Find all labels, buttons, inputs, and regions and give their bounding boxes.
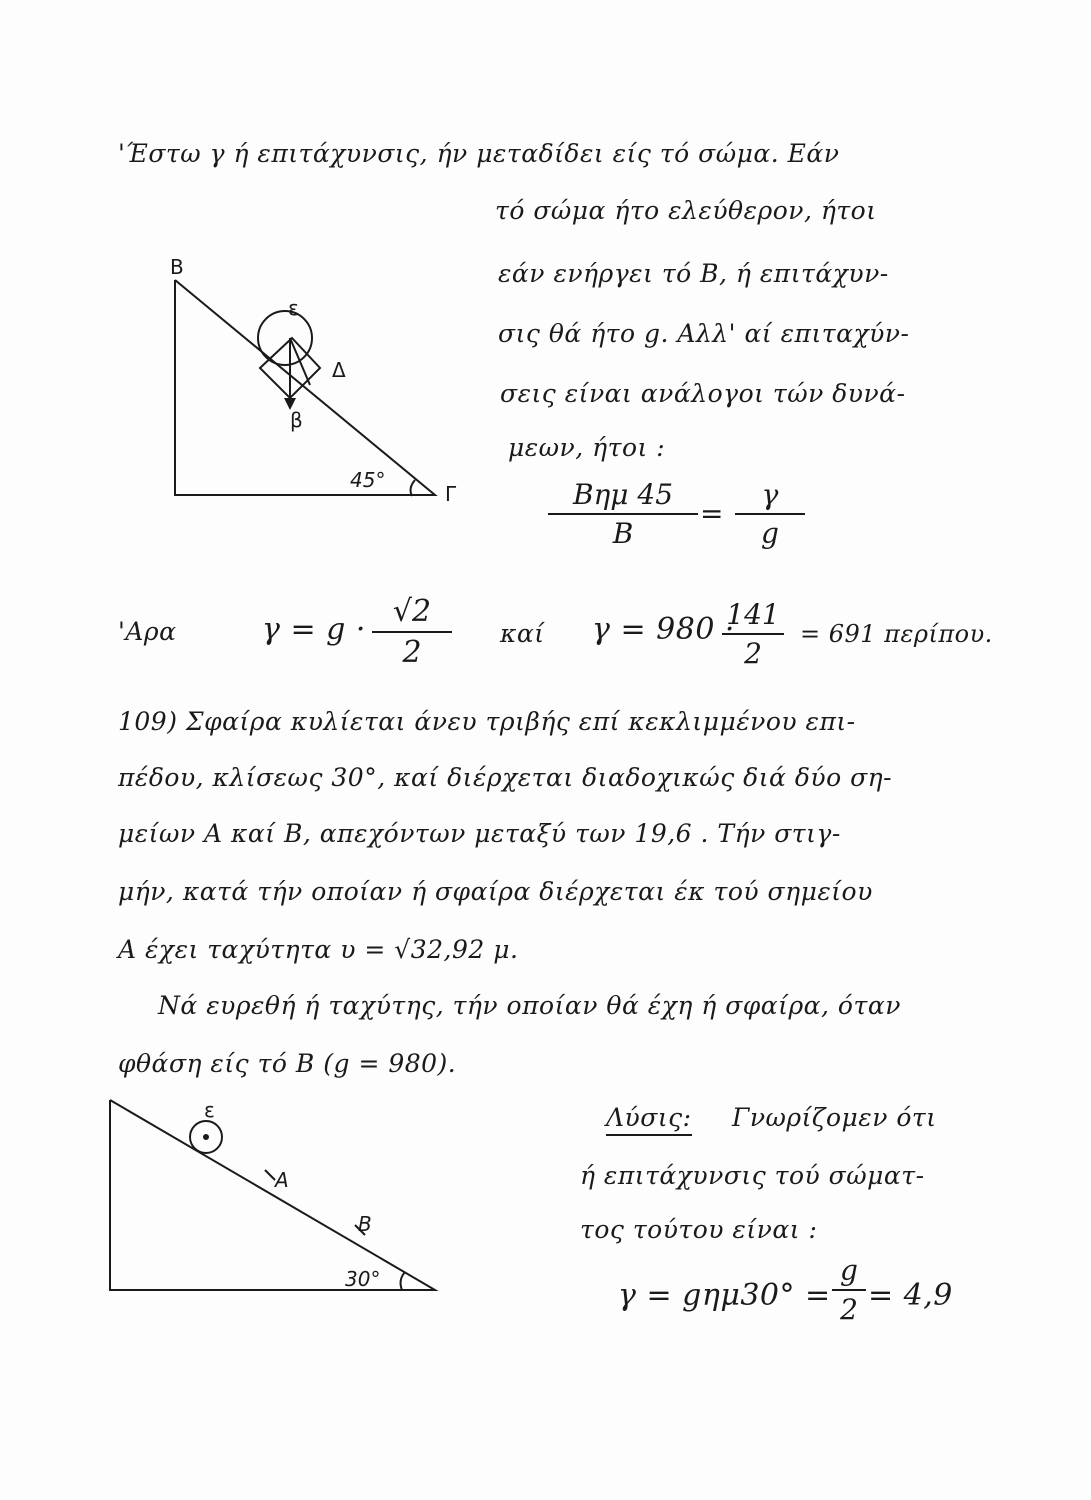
fraction-denominator: 2: [402, 635, 422, 670]
point-label-a: Α: [275, 1168, 289, 1192]
incline-45-diagram: [160, 260, 460, 510]
problem-line: πέδου, κλίσεως 30°, καί διέρχεται διαδοχικώς διά δύο ση-: [118, 763, 893, 792]
incline-30-diagram: [100, 1090, 450, 1300]
problem-line: 109) Σφαίρα κυλίεται άνευ τριβής επί κεκλιμμένου επι-: [118, 707, 856, 736]
text-line: τό σώμα ήτο ελεύθερον, ήτοι: [495, 196, 877, 225]
fraction-numerator: γ: [761, 478, 779, 511]
solution-line: Γνωρίζομεν ότι: [732, 1103, 937, 1132]
problem-line: φθάση είς τό Β (g = 980).: [118, 1049, 457, 1078]
solution-title: Λύσις:: [606, 1102, 692, 1136]
vertex-label-b: Β: [170, 255, 184, 279]
result-lhs-numeric: γ = 980 ·: [592, 612, 735, 647]
fraction-denominator: g: [761, 517, 779, 550]
fraction-bar: [372, 631, 452, 633]
label-beta: β: [290, 408, 303, 432]
solution-formula-right: = 4,9: [868, 1278, 953, 1313]
result-rhs: = 691 περίπου.: [800, 620, 993, 648]
fraction-bar: [832, 1289, 866, 1291]
text-line: σις θά ήτο g. Αλλ' αί επιταχύν-: [498, 319, 910, 348]
fraction-bar: [735, 513, 805, 515]
fraction-g-over-2: [832, 1254, 866, 1326]
fraction-bar: [722, 633, 784, 635]
label-delta: Δ: [332, 358, 346, 382]
label-epsilon: ε: [288, 296, 299, 320]
solution-line: τος τούτου είναι :: [580, 1215, 818, 1244]
fraction-141-over-2: [722, 598, 784, 670]
ara-label: 'Αρα: [118, 617, 177, 646]
fraction-denominator: Β: [612, 517, 634, 550]
text-line: εάν ενήργει τό Β, ή επιτάχυν-: [498, 259, 889, 288]
problem-line: μείων Α καί Β, απεχόντων μεταξύ των 19,6 . Τήν στιγ-: [118, 819, 841, 848]
angle-label-30: 30°: [345, 1267, 381, 1291]
fraction-bar: [548, 513, 698, 515]
fraction-numerator: 141: [726, 598, 780, 631]
fraction-bsin45-over-b: [548, 478, 698, 550]
kai-word: καί: [500, 619, 545, 648]
solution-formula-left: γ = gημ30° =: [618, 1278, 831, 1313]
problem-line: μήν, κατά τήν οποίαν ή σφαίρα διέρχεται έκ τού σημείου: [118, 877, 873, 906]
fraction-numerator: Βημ 45: [572, 478, 674, 511]
problem-line: Νά ευρεθή ή ταχύτης, τήν οποίαν θά έχη ή σφαίρα, όταν: [158, 991, 901, 1020]
fraction-gamma-over-g: [735, 478, 805, 550]
fraction-numerator: √2: [392, 594, 432, 629]
problem-line: Α έχει ταχύτητα υ = √32,92 μ.: [118, 935, 519, 964]
fraction-numerator: g: [840, 1254, 858, 1287]
equals-sign: =: [700, 497, 724, 530]
fraction-sqrt2-over-2: [372, 594, 452, 670]
angle-label-45: 45°: [350, 468, 386, 492]
result-lhs: γ = g ·: [262, 612, 366, 647]
text-line: σεις είναι ανάλογοι τών δυνά-: [500, 379, 906, 408]
solution-line: ή επιτάχυνσις τού σώματ-: [580, 1161, 925, 1190]
label-epsilon: ε: [204, 1098, 215, 1122]
fraction-denominator: 2: [840, 1293, 858, 1326]
fraction-denominator: 2: [744, 637, 762, 670]
vertex-label-gamma: Γ: [445, 482, 457, 506]
text-line: μεων, ήτοι :: [508, 433, 666, 462]
text-line: 'Έστω γ ή επιτάχυνσις, ήν μεταδίδει είς τό σώμα. Εάν: [118, 139, 840, 168]
point-label-b: Β: [358, 1212, 372, 1236]
